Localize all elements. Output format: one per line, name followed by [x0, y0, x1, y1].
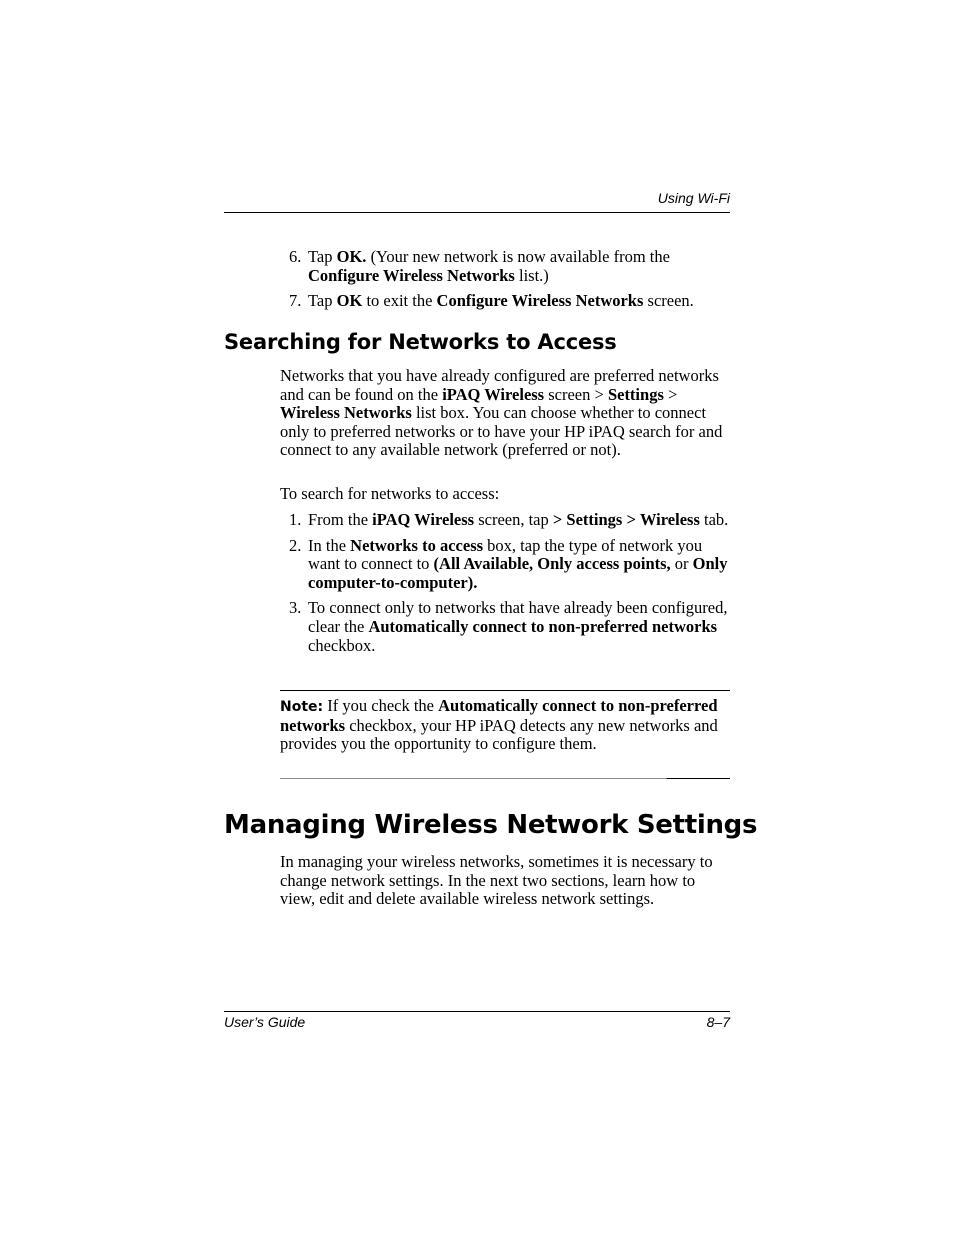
header-rule [224, 212, 730, 213]
footer-rule [224, 1011, 730, 1012]
top-steps-list [280, 248, 730, 318]
step-7: 7. Tap OK to exit the Configure Wireless Networks screen. [289, 291, 694, 311]
step-number: 7. [289, 291, 302, 311]
step-number: 1. [289, 510, 302, 529]
step-number: 3. [289, 598, 302, 618]
note-paragraph: Note: If you check the Automatically connect to non-preferred networks checkbox, your HP iPAQ detects any new networks and provides you the opportunity to configure them. [280, 696, 718, 754]
running-header: Using Wi-Fi [657, 190, 730, 206]
lead-paragraph: To search for networks to access: [280, 484, 500, 503]
section-heading-searching: Searching for Networks to Access [224, 330, 617, 354]
step-number: 2. [289, 535, 302, 555]
managing-paragraph: In managing your wireless networks, sometimes it is necessary to change network settings. In the next two sections, learn how to view, edit and delete available wireless network settings. [280, 852, 713, 909]
note-top-rule [280, 690, 730, 691]
intro-paragraph: Networks that you have already configured are preferred networks and can be found on the iPAQ Wireless screen > Settings > Wireless Networks list box. You can choose whether to connect only to preferred networks or to have your HP iPAQ search for and connect to any available network (preferred or not). [280, 366, 723, 460]
footer-left: User’s Guide [224, 1014, 306, 1030]
step-6: 6. Tap OK. (Your new network is now available from the Configure Wireless Networks list.) [289, 247, 670, 285]
step-1: 1. From the iPAQ Wireless screen, tap > Settings > Wireless tab. [289, 510, 729, 529]
search-steps-list [280, 511, 730, 662]
step-2: 2. In the Networks to access box, tap the type of network you want to connect to (All Available, Only access points, or Only computer-to-computer). [289, 535, 728, 592]
page-number: 8–7 [706, 1014, 730, 1030]
note-label: Note: [280, 699, 324, 715]
step-number: 6. [289, 247, 302, 266]
note-bottom-rule-accent [667, 778, 730, 779]
step-3: 3. To connect only to networks that have already been configured, clear the Automatically connect to non-preferred networks checkbox. [289, 598, 728, 655]
note-bottom-rule [280, 778, 730, 779]
section-heading-managing: Managing Wireless Network Settings [224, 810, 758, 840]
